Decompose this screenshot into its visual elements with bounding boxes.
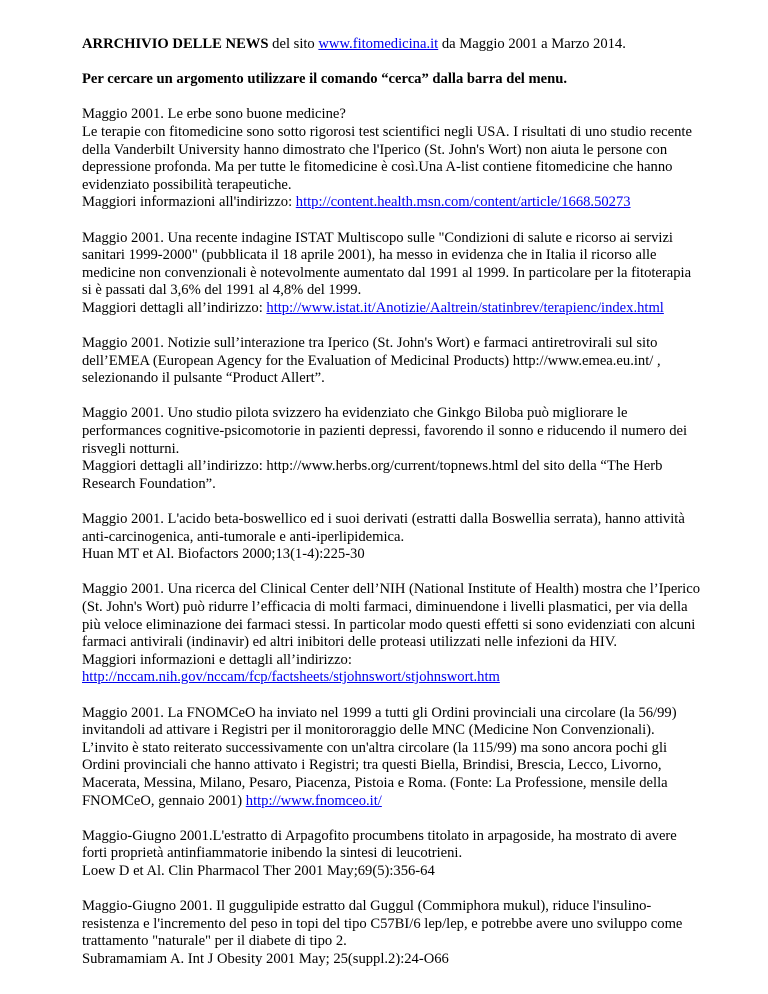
news-link-prefix: Maggiori informazioni all'indirizzo:	[82, 194, 296, 211]
news-link[interactable]: http://www.fnomceo.it/	[245, 792, 382, 809]
news-item	[82, 106, 748, 212]
news-line: Maggio 2001. Uno studio pilota svizzero ha evidenziato che Ginkgo Biloba può migliorare le	[82, 405, 628, 422]
news-item	[82, 335, 748, 388]
archive-title	[82, 36, 748, 54]
news-link-prefix: FNOMCeO, gennaio 2001)	[82, 792, 246, 809]
news-line: Maggio 2001. Le erbe sono buone medicine?	[82, 106, 346, 123]
news-line: Maggio 2001. Una recente indagine ISTAT Multiscopo sulle "Condizioni di salute e ricorso ai servizi	[82, 229, 673, 246]
news-line: depressione profonda. Ma per tutte le fitomedicine è così.Una A-list contiene fitomedicine che hanno	[82, 159, 673, 176]
news-line: Huan MT et Al. Biofactors 2000;13(1-4):225-30	[82, 546, 365, 563]
news-line: invitandoli ad attivare i Registri per il monitororaggio delle MNC (Medicine Non Convenzionali).	[82, 722, 655, 739]
news-line: resistenza e l'incremento del peso in topi del tipo C57BI/6 lep/lep, e potrebbe avere uno sviluppo come	[82, 915, 683, 932]
news-line: Maggio 2001. La FNOMCeO ha inviato nel 1999 a tutti gli Ordini provinciali una circolare (la 56/99)	[82, 704, 677, 721]
news-line: forti proprietà antinfiammatorie inibendo la sintesi di leucotrieni.	[82, 845, 463, 862]
news-line: Macerata, Messina, Milano, Pesaro, Piacenza, Pistoia e Roma. (Fonte: La Professione, mensile della	[82, 774, 668, 791]
news-link-prefix: Maggiori dettagli all’indirizzo:	[82, 299, 267, 316]
news-link[interactable]: http://www.istat.it/Anotizie/Aaltrein/statinbrev/terapienc/index.html	[266, 299, 664, 316]
news-link-line	[82, 669, 748, 687]
news-line: selezionando il pulsante “Product Allert”.	[82, 370, 325, 387]
news-line: sanitari 1999-2000" (pubblicata il 18 aprile 2001), ha messo in evidenza che in Italia il ricorso alle	[82, 247, 657, 264]
news-link-line	[82, 194, 748, 212]
archive-title-bold: ARRCHIVIO DELLE NEWS	[82, 36, 269, 52]
archive-title-tail: da Maggio 2001 a Marzo 2014.	[438, 36, 626, 52]
news-line: Maggiori informazioni e dettagli all’indirizzo:	[82, 651, 352, 668]
news-line: Subramamiam A. Int J Obesity 2001 May; 25(suppl.2):24-O66	[82, 950, 449, 967]
news-item	[82, 405, 748, 493]
news-link[interactable]: http://content.health.msn.com/content/article/1668.50273	[295, 194, 631, 211]
news-line: si è passati dal 3,6% del 1991 al 4,8% del 1999.	[82, 282, 362, 299]
search-instruction: Per cercare un argomento utilizzare il comando “cerca” dalla barra del menu.	[82, 71, 568, 88]
news-line: dell’EMEA (European Agency for the Evaluation of Medicinal Products) http://www.emea.eu.int/ ,	[82, 352, 661, 369]
news-item	[82, 581, 748, 687]
news-item	[82, 705, 748, 811]
archive-title-mid: del sito	[268, 36, 319, 52]
news-item	[82, 898, 748, 968]
news-line: Ordini provinciali che hanno attivato i Registri; tra questi Biella, Brindisi, Brescia, Lecco, Livorno,	[82, 757, 662, 774]
news-line: evidenziato possibilità terapeutiche.	[82, 176, 292, 193]
news-line: Maggio-Giugno 2001.L'estratto di Arpagofito procumbens titolato in arpagoside, ha mostrato di avere	[82, 827, 677, 844]
news-line: L’invito è stato reiterato successivamente con un'altra circolare (la 115/99) ma sono ancora pochi gli	[82, 739, 668, 756]
news-line: Loew D et Al. Clin Pharmacol Ther 2001 May;69(5):356-64	[82, 862, 435, 879]
news-item	[82, 828, 748, 881]
news-link[interactable]: http://nccam.nih.gov/nccam/fcp/factsheets/stjohnswort/stjohnswort.htm	[82, 669, 500, 686]
news-line: della Vanderbilt University hanno dimostrato che l'Iperico (St. John's Wort) non aiuta le persone con	[82, 141, 668, 158]
news-line: Le terapie con fitomedicine sono sotto rigorosi test scientifici negli USA. I risultati di uno studio recente	[82, 123, 692, 140]
news-line: Research Foundation”.	[82, 475, 216, 492]
news-line: anti-carcinogenica, anti-tumorale e anti-iperlipidemica.	[82, 528, 405, 545]
news-line: performances cognitive-psicomotorie in pazienti depressi, favorendo il sonno e riducendo il numero dei	[82, 423, 688, 440]
news-item	[82, 511, 748, 564]
news-line: Maggio 2001. Notizie sull’interazione tra Iperico (St. John's Wort) e farmaci antiretrovirali sul sito	[82, 335, 658, 352]
news-line: (St. John's Wort) può ridurre l’efficacia di molti farmaci, diminuendone i livelli plasmatici, per via della	[82, 599, 688, 615]
news-line: più veloce eliminazione dei farmaci stessi. In particolar modo questi effetti si sono evidenziati con alcuni	[82, 616, 696, 633]
news-link-line	[82, 793, 748, 811]
news-line: Maggiori dettagli all’indirizzo: http://www.herbs.org/current/topnews.html del sito della “The Herb	[82, 458, 663, 475]
news-line: risvegli notturni.	[82, 440, 180, 457]
news-line: trattamento "naturale" per il diabete di tipo 2.	[82, 933, 347, 950]
site-link[interactable]: www.fitomedicina.it	[318, 36, 439, 52]
news-line: Maggio-Giugno 2001. Il guggulipide estratto dal Guggul (Commiphora mukul), riduce l'insulino-	[82, 898, 652, 915]
news-line: farmaci antivirali (indinavir) ed altri inibitori delle proteasi utilizzati nelle infezioni da HIV.	[82, 634, 618, 651]
news-line: medicine non convenzionali è notevolmente aumentato dal 1991 al 1999. In particolare per la fitoterapia	[82, 264, 692, 281]
news-line: Maggio 2001. Una ricerca del Clinical Center dell’NIH (National Institute of Health) mostra che l’Iperico	[82, 581, 700, 598]
news-link-line	[82, 300, 748, 318]
news-line: Maggio 2001. L'acido beta-boswellico ed i suoi derivati (estratti dalla Boswellia serrata), hanno attività	[82, 511, 685, 528]
news-item	[82, 230, 748, 318]
